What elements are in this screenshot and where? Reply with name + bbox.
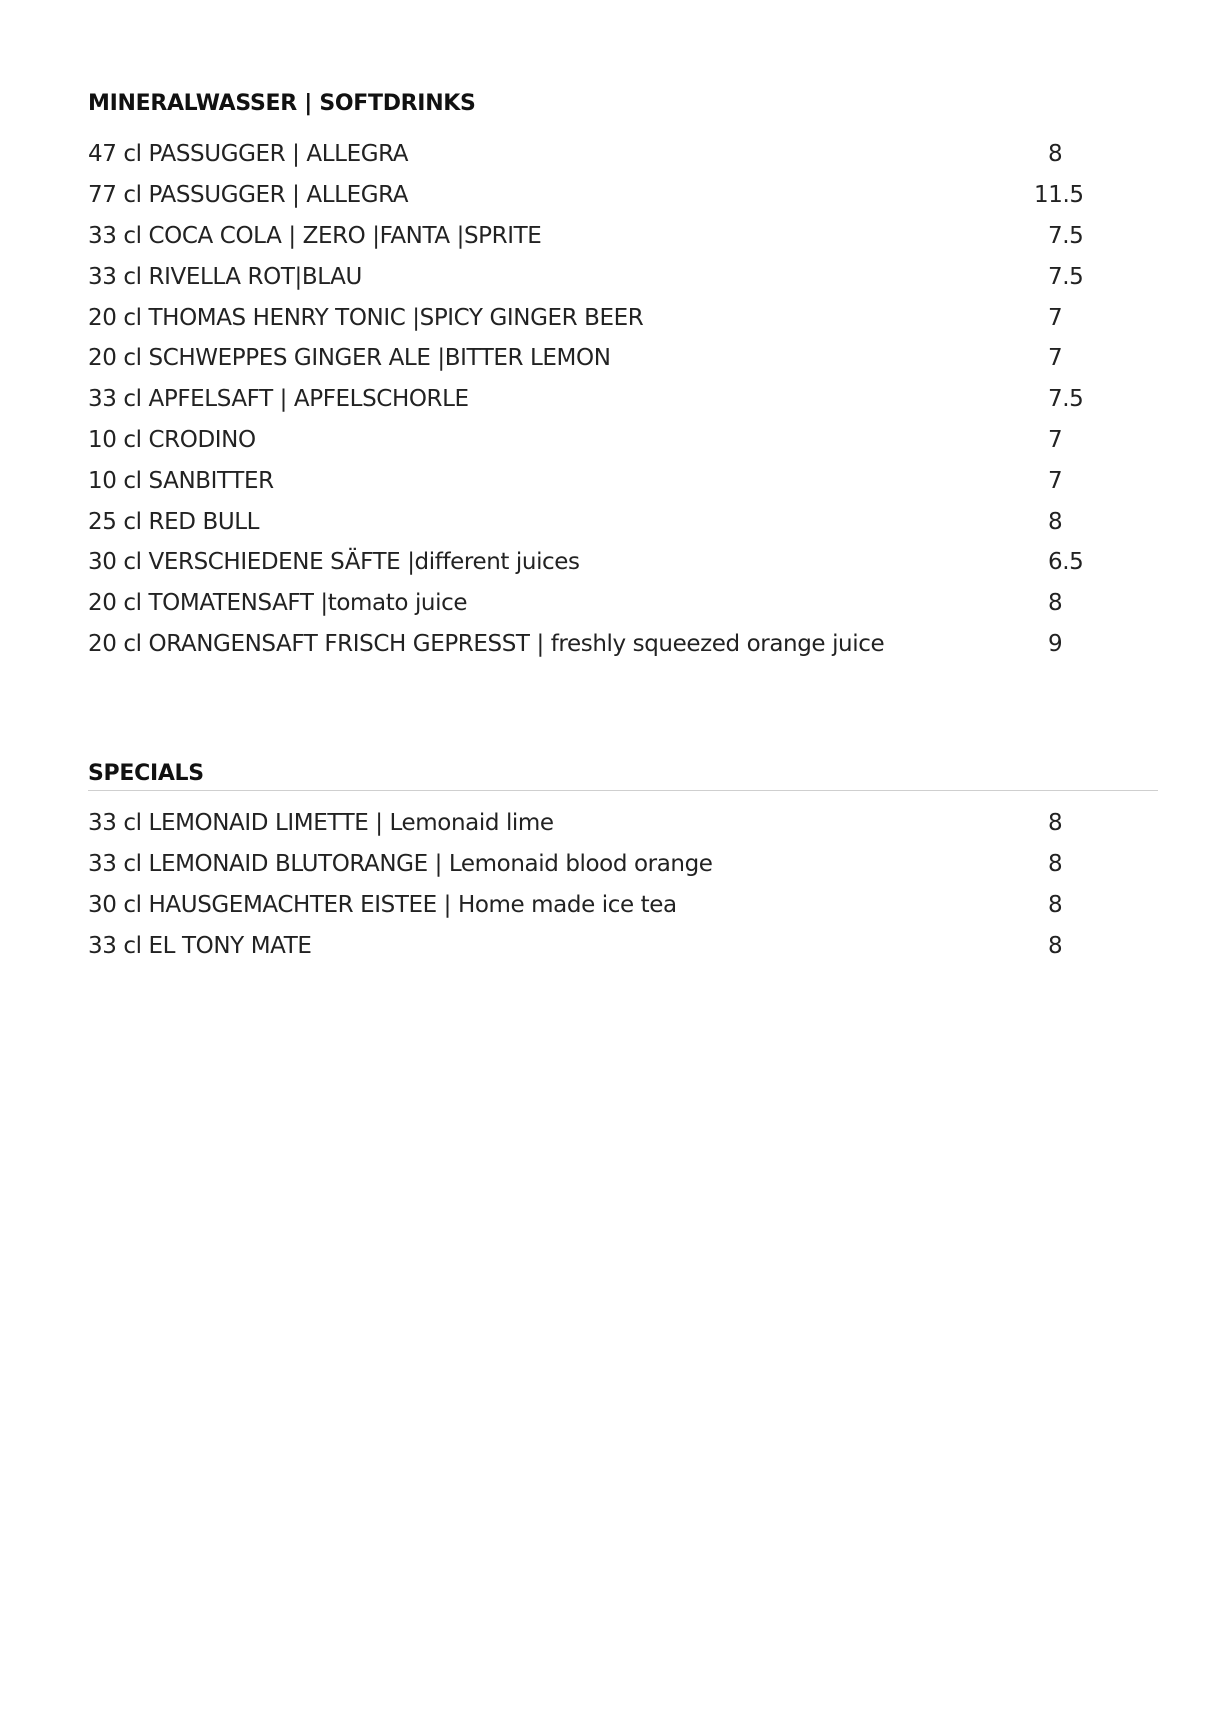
menu-item-price: 8 <box>1048 810 1063 837</box>
menu-item <box>88 583 1158 624</box>
menu-item-name: 20 cl ORANGENSAFT FRISCH GEPRESST | freshly squeezed orange juice <box>88 630 885 657</box>
menu-item-price: 7.5 <box>1048 386 1084 413</box>
menu-item-name: 20 cl SCHWEPPES GINGER ALE |BITTER LEMON <box>88 345 611 372</box>
menu-item <box>88 844 1158 885</box>
menu-item-name: 10 cl CRODINO <box>88 426 256 453</box>
menu-item <box>88 256 1158 297</box>
menu-item-name: 33 cl EL TONY MATE <box>88 932 312 959</box>
menu-item-name: 47 cl PASSUGGER | ALLEGRA <box>88 141 409 168</box>
menu-item <box>88 420 1158 461</box>
menu-item <box>88 134 1158 175</box>
menu-item-name: 20 cl TOMATENSAFT |tomato juice <box>88 590 468 617</box>
menu-item-name: 25 cl RED BULL <box>88 508 260 535</box>
menu-item <box>88 175 1158 216</box>
specials-list <box>88 803 1158 966</box>
menu-item-price: 11.5 <box>1034 182 1084 209</box>
menu-item <box>88 925 1158 966</box>
menu-item-price: 8 <box>1048 932 1063 959</box>
menu-item-price: 6.5 <box>1048 549 1084 576</box>
menu-item-price: 7.5 <box>1048 222 1084 249</box>
menu-item-price: 8 <box>1048 508 1063 535</box>
menu-item-price: 8 <box>1048 851 1063 878</box>
menu-item-price: 8 <box>1048 891 1063 918</box>
menu-item-name: 33 cl COCA COLA | ZERO |FANTA |SPRITE <box>88 222 542 249</box>
menu-item <box>88 885 1158 926</box>
menu-item-price: 7 <box>1048 426 1063 453</box>
softdrinks-title: MINERALWASSER | SOFTDRINKS <box>88 91 476 116</box>
menu-item-price: 7 <box>1048 304 1063 331</box>
menu-item-name: 33 cl LEMONAID LIMETTE | Lemonaid lime <box>88 810 554 837</box>
softdrinks-section <box>88 88 1158 664</box>
menu-item <box>88 542 1158 583</box>
menu-item <box>88 501 1158 542</box>
specials-title: SPECIALS <box>88 758 1158 791</box>
menu-item <box>88 216 1158 257</box>
menu-item <box>88 460 1158 501</box>
softdrinks-list <box>88 134 1158 664</box>
menu-item-name: 30 cl VERSCHIEDENE SÄFTE |different juices <box>88 549 580 576</box>
menu-item-name: 77 cl PASSUGGER | ALLEGRA <box>88 182 409 209</box>
menu-item-price: 8 <box>1048 141 1063 168</box>
menu-item-name: 33 cl APFELSAFT | APFELSCHORLE <box>88 386 469 413</box>
menu-item-price: 9 <box>1048 630 1063 657</box>
menu-item <box>88 338 1158 379</box>
menu-item-name: 20 cl THOMAS HENRY TONIC |SPICY GINGER BEER <box>88 304 644 331</box>
menu-item-price: 7 <box>1048 345 1063 372</box>
menu-item-name: 33 cl LEMONAID BLUTORANGE | Lemonaid blood orange <box>88 851 713 878</box>
specials-section <box>88 758 1158 966</box>
menu-item-price: 8 <box>1048 590 1063 617</box>
menu-item-price: 7.5 <box>1048 263 1084 290</box>
menu-item-price: 7 <box>1048 467 1063 494</box>
menu-item-name: 30 cl HAUSGEMACHTER EISTEE | Home made ice tea <box>88 891 677 918</box>
menu-item <box>88 297 1158 338</box>
menu-item-name: 33 cl RIVELLA ROT|BLAU <box>88 263 362 290</box>
menu-item <box>88 803 1158 844</box>
menu-item-name: 10 cl SANBITTER <box>88 467 274 494</box>
menu-item <box>88 624 1158 665</box>
menu-item <box>88 379 1158 420</box>
